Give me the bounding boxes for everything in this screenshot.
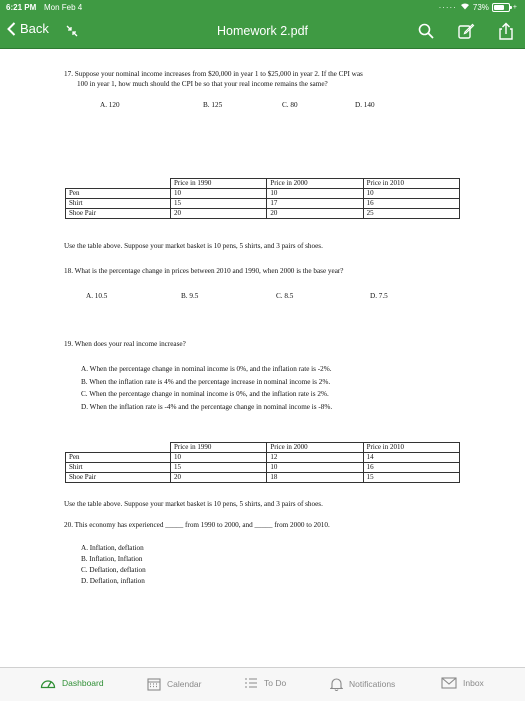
q20-option-b: B. Inflation, Inflation — [81, 555, 143, 563]
table-row — [66, 473, 460, 483]
table-row — [66, 463, 460, 473]
question-18: 18. What is the percentage change in prices between 2010 and 1990, when 2000 is the base year? — [64, 267, 344, 275]
table-cell: 20 — [171, 473, 267, 483]
q20-option-a: A. Inflation, deflation — [81, 544, 144, 552]
status-date: Mon Feb 4 — [44, 3, 83, 12]
share-icon[interactable] — [497, 22, 515, 40]
annotate-icon[interactable] — [457, 22, 475, 40]
table-cell: 10 — [267, 189, 363, 199]
q18-option-a: A. 10.5 — [86, 292, 108, 300]
question-20 — [64, 520, 330, 530]
document-title: Homework 2.pdf — [216, 24, 308, 38]
table-cell: 14 — [363, 453, 459, 463]
table-cell: 20 — [171, 209, 267, 219]
inbox-icon — [441, 677, 457, 689]
q20-text-part1: 20. This economy has experienced — [64, 521, 164, 529]
tab-dashboard[interactable] — [40, 677, 104, 689]
tab-notifications[interactable] — [330, 677, 395, 691]
q20-blank-1: _____ — [165, 521, 184, 529]
nav-bar — [0, 16, 525, 48]
table-cell: 15 — [171, 463, 267, 473]
question-17 — [64, 69, 464, 89]
q20-option-c: C. Deflation, deflation — [81, 566, 146, 574]
q20-text-part3: from 2000 to 2010. — [274, 521, 330, 529]
table-cell: 10 — [363, 189, 459, 199]
back-label: Back — [20, 21, 49, 36]
battery-percent: 73% — [472, 2, 489, 12]
table-row — [66, 189, 460, 199]
calendar-icon — [147, 677, 161, 691]
table-header-cell: Price in 1990 — [171, 443, 267, 453]
q19-option-d: D. When the inflation rate is -4% and the percentage change in nominal income is -8%. — [81, 403, 333, 411]
table-row — [66, 199, 460, 209]
table-cell: 16 — [363, 463, 459, 473]
q20-blank-2: _____ — [254, 521, 273, 529]
bottom-tab-bar — [0, 667, 525, 701]
nav-actions — [417, 22, 515, 40]
table-cell: 16 — [363, 199, 459, 209]
table-header-row — [66, 179, 460, 189]
q18-option-d: D. 7.5 — [370, 292, 388, 300]
tab-todo[interactable] — [244, 677, 286, 689]
wifi-icon — [460, 2, 470, 12]
q17-option-c: C. 80 — [282, 101, 298, 109]
table-cell: 12 — [267, 453, 363, 463]
question-17-line2: 100 in year 1, how much should the CPI be so that your real income remains the same? — [77, 80, 328, 88]
tab-dashboard-label: Dashboard — [62, 678, 104, 688]
table-header-cell — [66, 179, 171, 189]
table-cell: 15 — [171, 199, 267, 209]
q18-option-b: B. 9.5 — [181, 292, 199, 300]
table-header-cell: Price in 2000 — [267, 443, 363, 453]
q17-option-a: A. 120 — [100, 101, 120, 109]
q17-option-b: B. 125 — [203, 101, 223, 109]
price-table-2 — [65, 442, 460, 483]
todo-icon — [244, 677, 258, 689]
table-cell: 17 — [267, 199, 363, 209]
tab-inbox[interactable] — [441, 677, 484, 689]
tab-notifications-label: Notifications — [349, 679, 396, 689]
tab-calendar[interactable] — [147, 677, 202, 691]
table-cell: Shirt — [66, 463, 171, 473]
q19-option-a: A. When the percentage change in nominal income is 0%, and the inflation rate is -2%. — [81, 365, 332, 373]
table-header-cell: Price in 2010 — [363, 443, 459, 453]
dashboard-icon — [40, 677, 56, 689]
table-2-instruction: Use the table above. Suppose your market basket is 10 pens, 5 shirts, and 3 pairs of shoes. — [64, 500, 323, 508]
table-cell: Shoe Pair — [66, 473, 171, 483]
signal-dots-icon: ····· — [438, 2, 457, 12]
table-header-cell: Price in 1990 — [171, 179, 267, 189]
table-cell: Pen — [66, 189, 171, 199]
bell-icon — [330, 677, 343, 691]
question-19: 19. When does your real income increase? — [64, 340, 186, 348]
tab-todo-label: To Do — [264, 678, 287, 688]
q20-text-part2: from 1990 to 2000, and — [185, 521, 253, 529]
tab-calendar-label: Calendar — [167, 679, 202, 689]
pdf-document-view[interactable] — [0, 48, 525, 668]
status-bar — [0, 0, 525, 16]
q18-option-c: C. 8.5 — [276, 292, 294, 300]
tab-inbox-label: Inbox — [463, 678, 484, 688]
table-row — [66, 209, 460, 219]
battery-icon — [492, 3, 510, 12]
table-header-row — [66, 443, 460, 453]
question-17-line1: 17. Suppose your nominal income increases from $20,000 in year 1 to $25,000 in year 2. If the CPI was — [64, 70, 363, 78]
table-cell: Pen — [66, 453, 171, 463]
table-cell: 18 — [267, 473, 363, 483]
table-cell: 25 — [363, 209, 459, 219]
price-table-1 — [65, 178, 460, 219]
q20-option-d: D. Deflation, inflation — [81, 577, 145, 585]
search-icon[interactable] — [417, 22, 435, 40]
table-cell: Shoe Pair — [66, 209, 171, 219]
table-header-cell: Price in 2000 — [267, 179, 363, 189]
table-cell: 10 — [171, 453, 267, 463]
table-cell: 10 — [267, 463, 363, 473]
table-cell: 15 — [363, 473, 459, 483]
q19-option-b: B. When the inflation rate is 4% and the percentage increase in nominal income is 2%. — [81, 378, 331, 386]
table-row — [66, 453, 460, 463]
q19-option-c: C. When the percentage change in nominal income is 0%, and the inflation rate is 2%. — [81, 390, 329, 398]
table-header-cell: Price in 2010 — [363, 179, 459, 189]
table-cell: 10 — [171, 189, 267, 199]
status-right — [439, 2, 517, 12]
charging-icon: + — [512, 3, 517, 11]
table-cell: Shirt — [66, 199, 171, 209]
q17-option-d: D. 140 — [355, 101, 375, 109]
table-cell: 20 — [267, 209, 363, 219]
table-header-cell — [66, 443, 171, 453]
table-1-instruction: Use the table above. Suppose your market basket is 10 pens, 5 shirts, and 3 pairs of shoes. — [64, 242, 323, 250]
status-time: 6:21 PM — [6, 3, 37, 12]
